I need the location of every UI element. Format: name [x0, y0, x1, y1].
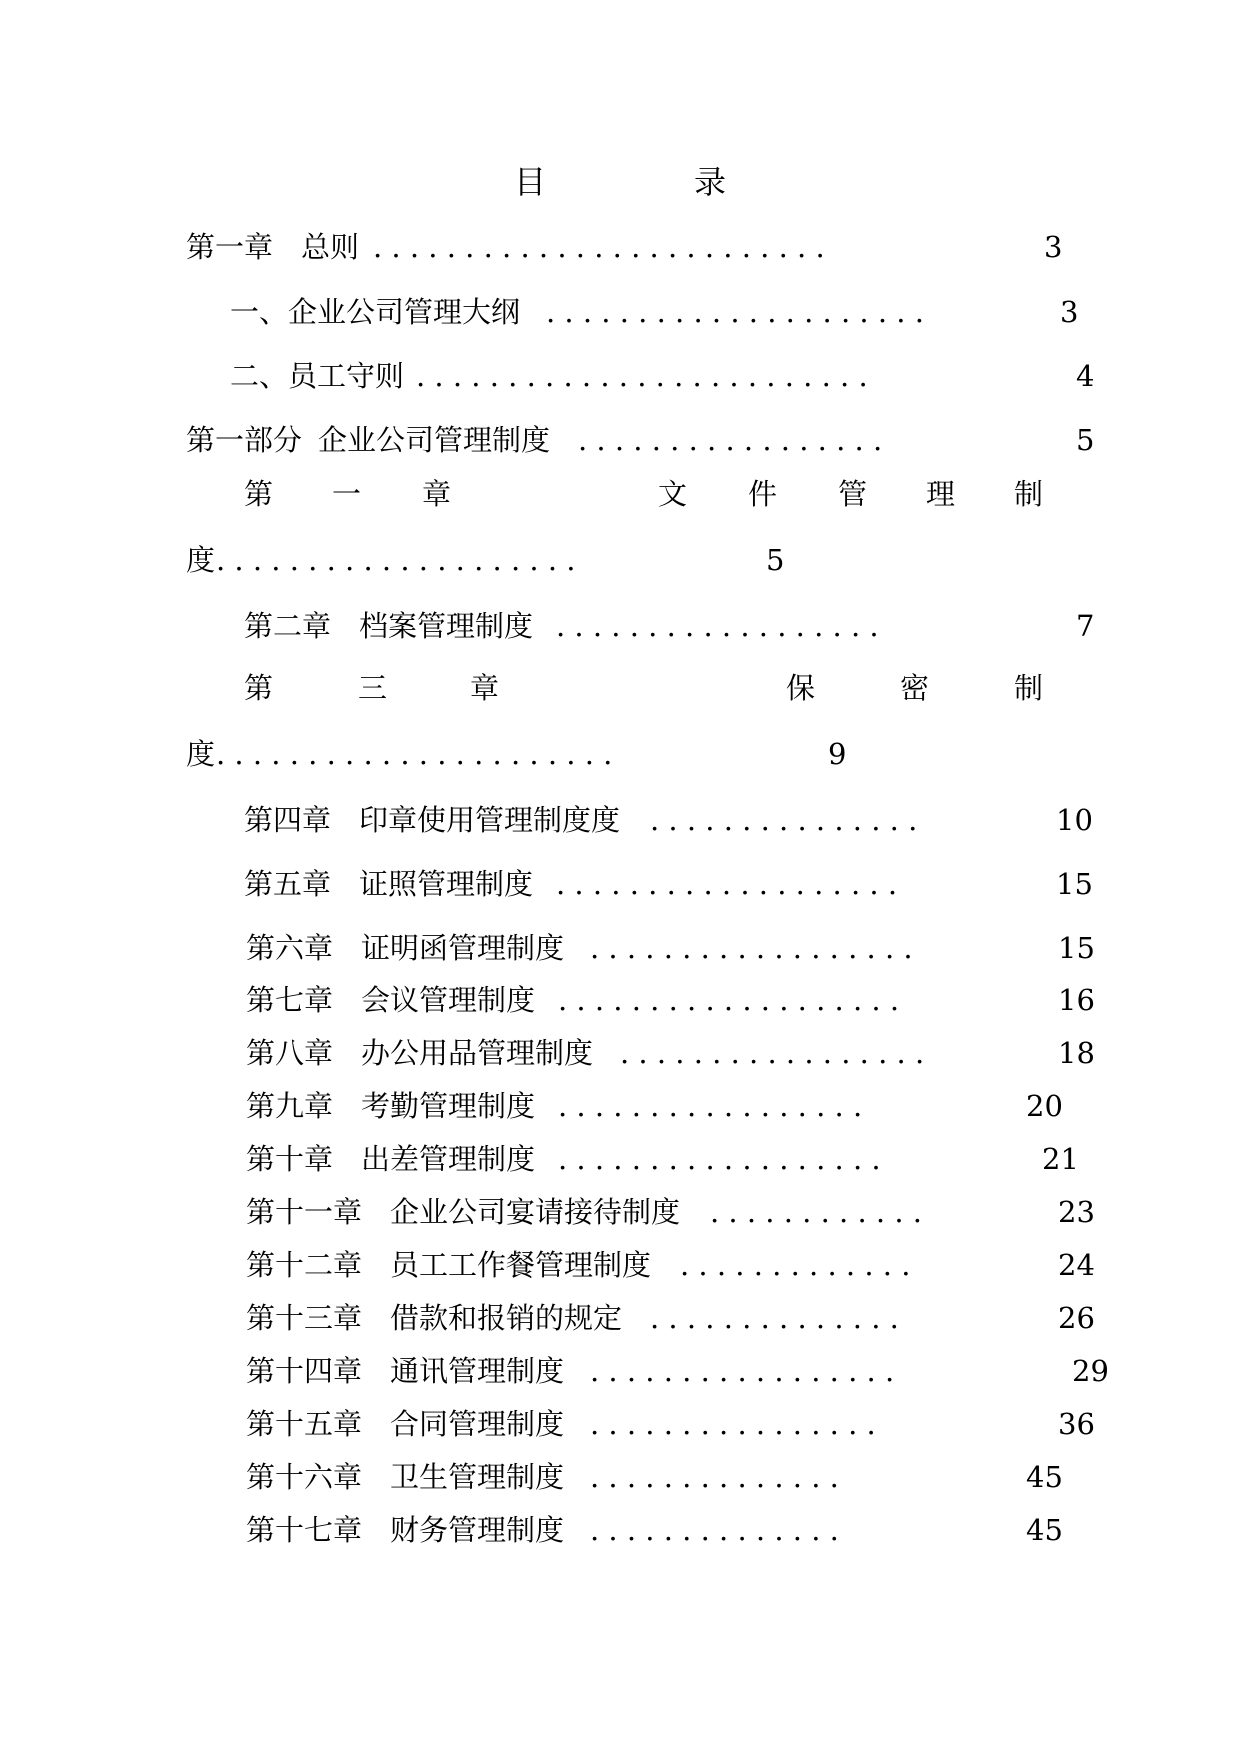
toc-text: 证明函管理制度: [361, 931, 565, 965]
toc-entry[interactable]: [246, 1245, 1106, 1285]
toc-text: 通讯管理制度: [390, 1354, 565, 1388]
toc-chapter: 第十三章: [246, 1301, 363, 1335]
toc-spread-char: 理: [926, 477, 956, 511]
toc-chapter: 第十四章: [246, 1354, 363, 1388]
toc-page-number: 4: [1076, 359, 1095, 393]
toc-leader: . . . . . . . . . . . . . . . . . . . . . .: [216, 737, 613, 771]
toc-page-number: 21: [1042, 1142, 1079, 1176]
toc-leader: . . . . . . . . . . . . . .: [590, 1460, 839, 1494]
toc-text: 会议管理制度: [361, 983, 536, 1017]
toc-spread-char: 第: [244, 671, 274, 705]
toc-entry-continuation[interactable]: [186, 540, 806, 580]
toc-leader: . . . . . . . . . . . . . . . . .: [578, 423, 883, 457]
toc-leader: . . . . . . . . . . . . . . . . .: [590, 1354, 895, 1388]
toc-text: 总则: [301, 230, 360, 264]
toc-page-number: 15: [1056, 867, 1093, 901]
toc-leader: . . . . . . . . . . . .: [710, 1195, 923, 1229]
toc-text: 企业公司管理制度: [318, 423, 551, 457]
toc-page-number: 23: [1058, 1195, 1095, 1229]
toc-chapter: 第二章: [244, 609, 332, 643]
toc-spread-char: 制: [1014, 671, 1044, 705]
toc-entry[interactable]: [244, 864, 1104, 904]
toc-entry[interactable]: [230, 356, 1100, 396]
toc-entry[interactable]: [246, 980, 1106, 1020]
toc-chapter: 第一章: [186, 230, 274, 264]
toc-page-number: 7: [1076, 609, 1095, 643]
toc-chapter: 第十二章: [246, 1248, 363, 1282]
toc-page-number: 5: [766, 543, 785, 577]
toc-entry[interactable]: [246, 1139, 1079, 1179]
toc-text: 度: [186, 543, 216, 577]
toc-spread-char: 三: [358, 671, 388, 705]
toc-entry[interactable]: [186, 227, 1066, 267]
toc-page-number: 20: [1026, 1089, 1063, 1123]
toc-leader: . . . . . . . . . . . . . .: [590, 1513, 839, 1547]
toc-leader: . . . . . . . . . . . . . . . . . .: [590, 931, 913, 965]
toc-page-number: 10: [1056, 803, 1093, 837]
toc-entry[interactable]: [246, 1510, 1076, 1550]
toc-entry-spread[interactable]: [244, 474, 1044, 514]
toc-text: 出差管理制度: [361, 1142, 536, 1176]
toc-leader: . . . . . . . . . . . . . . .: [650, 803, 918, 837]
toc-page-number: 26: [1058, 1301, 1095, 1335]
toc-entry[interactable]: [186, 420, 1095, 460]
toc-chapter: 第十六章: [246, 1460, 363, 1494]
toc-page-number: 18: [1058, 1036, 1095, 1070]
toc-entry-continuation[interactable]: [186, 734, 866, 774]
toc-text: 证照管理制度: [359, 867, 534, 901]
toc-text: 企业公司管理大纲: [288, 295, 521, 329]
toc-leader: . . . . . . . . . . . . . . . . .: [620, 1036, 925, 1070]
toc-title-char-1: 目: [514, 163, 547, 201]
toc-spread-char: 管: [838, 477, 868, 511]
toc-chapter: 一、: [230, 295, 289, 329]
toc-entry[interactable]: [244, 606, 1094, 646]
toc-entry[interactable]: [246, 1351, 1109, 1391]
toc-leader: . . . . . . . . . . . . . . . . . . . . . . . . .: [373, 230, 825, 264]
toc-spread-char: 第: [244, 477, 274, 511]
toc-spread-char: 一: [332, 477, 362, 511]
toc-text: 员工工作餐管理制度: [390, 1248, 652, 1282]
toc-entry[interactable]: [246, 1192, 1106, 1232]
toc-page-number: 16: [1058, 983, 1095, 1017]
toc-chapter: 第五章: [244, 867, 332, 901]
toc-text: 度: [186, 737, 216, 771]
toc-spread-char: 件: [748, 477, 778, 511]
toc-page-number: 3: [1060, 295, 1079, 329]
toc-text: 借款和报销的规定: [390, 1301, 623, 1335]
toc-chapter: 第六章: [246, 931, 334, 965]
toc-text: 考勤管理制度: [361, 1089, 536, 1123]
toc-text: 财务管理制度: [390, 1513, 565, 1547]
toc-chapter: 二、: [230, 359, 289, 393]
toc-spread-char: 制: [1014, 477, 1044, 511]
toc-chapter: 第十七章: [246, 1513, 363, 1547]
toc-page-number: 29: [1072, 1354, 1109, 1388]
toc-leader: . . . . . . . . . . . . . . . . . .: [556, 609, 879, 643]
toc-chapter: 第十章: [246, 1142, 334, 1176]
toc-leader: . . . . . . . . . . . . . . . . . . . . .: [546, 295, 924, 329]
toc-entry[interactable]: [230, 292, 1080, 332]
toc-entry[interactable]: [246, 1404, 1106, 1444]
toc-leader: . . . . . . . . . . . . . . . . .: [558, 1089, 863, 1123]
toc-text: 合同管理制度: [390, 1407, 565, 1441]
toc-page-number: 45: [1026, 1513, 1063, 1547]
toc-leader: . . . . . . . . . . . . . . . . . . . . . . . . .: [416, 359, 868, 393]
toc-entry[interactable]: [246, 1086, 1076, 1126]
toc-chapter: 第一部分: [186, 423, 303, 457]
toc-spread-char: 章: [422, 477, 452, 511]
toc-spread-char: 保: [786, 671, 816, 705]
toc-leader: . . . . . . . . . . . . . . . . . .: [558, 1142, 881, 1176]
toc-text: 卫生管理制度: [390, 1460, 565, 1494]
toc-text: 企业公司宴请接待制度: [390, 1195, 681, 1229]
toc-spread-char: 密: [900, 671, 930, 705]
toc-chapter: 第七章: [246, 983, 334, 1017]
toc-text: 员工守则: [288, 359, 405, 393]
toc-entry[interactable]: [244, 800, 1104, 840]
toc-text: 档案管理制度: [359, 609, 534, 643]
toc-page-number: 36: [1058, 1407, 1095, 1441]
toc-text: 印章使用管理制度度: [359, 803, 621, 837]
toc-entry-spread[interactable]: [244, 668, 1044, 708]
toc-leader: . . . . . . . . . . . . .: [680, 1248, 911, 1282]
toc-page-number: 45: [1026, 1460, 1063, 1494]
toc-chapter: 第八章: [246, 1036, 334, 1070]
toc-page-number: 9: [828, 737, 847, 771]
toc-text: 办公用品管理制度: [361, 1036, 594, 1070]
toc-page-number: 15: [1058, 931, 1095, 965]
toc-title-char-2: 录: [694, 163, 727, 201]
toc-entry[interactable]: [246, 1033, 1106, 1073]
toc-title: [0, 160, 1241, 204]
toc-leader: . . . . . . . . . . . . . . . .: [590, 1407, 876, 1441]
toc-page-number: 3: [1044, 230, 1063, 264]
toc-leader: . . . . . . . . . . . . . . . . . . . .: [216, 543, 576, 577]
toc-leader: . . . . . . . . . . . . . . . . . . .: [558, 983, 900, 1017]
toc-page-number: 5: [1076, 423, 1095, 457]
toc-chapter: 第十一章: [246, 1195, 363, 1229]
toc-entry[interactable]: [246, 1298, 1106, 1338]
toc-chapter: 第四章: [244, 803, 332, 837]
toc-entry[interactable]: [246, 1457, 1076, 1497]
toc-spread-char: 章: [470, 671, 500, 705]
toc-leader: . . . . . . . . . . . . . . . . . . .: [556, 867, 898, 901]
toc-page-number: 24: [1058, 1248, 1095, 1282]
toc-chapter: 第十五章: [246, 1407, 363, 1441]
toc-entry[interactable]: [246, 928, 1106, 968]
toc-spread-char: 文: [658, 477, 688, 511]
toc-leader: . . . . . . . . . . . . . .: [650, 1301, 899, 1335]
toc-chapter: 第九章: [246, 1089, 334, 1123]
